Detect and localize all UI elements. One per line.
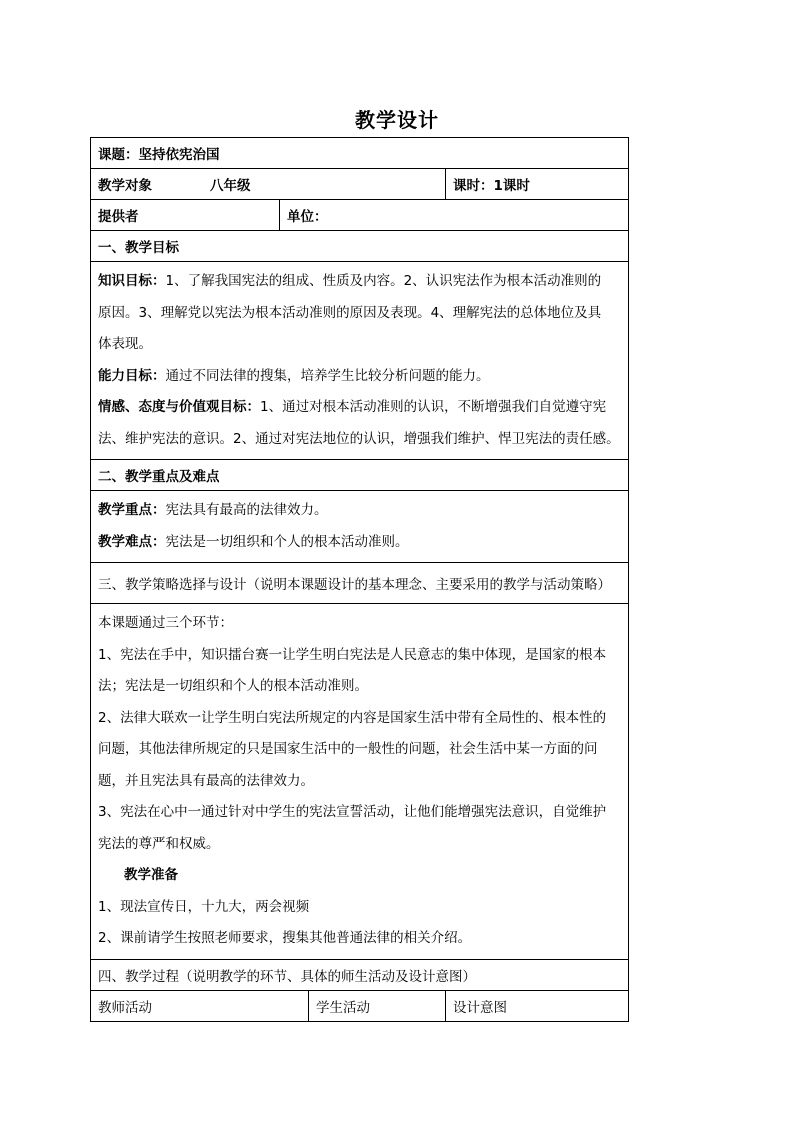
audience-value: 八年级: [210, 178, 251, 194]
keypoints-heading: 二、教学重点及难点: [91, 460, 629, 491]
process-columns-row: [91, 990, 629, 1021]
prep-line: 1、现法宣传日，十九大，两会视频: [98, 898, 310, 915]
keypoints-heading-row: [91, 460, 629, 491]
audience-row: [91, 169, 629, 200]
key-label: 教学重点：: [98, 502, 166, 518]
lesson-plan-table: [90, 137, 629, 1022]
strategy-line: 法；宪法是一切组织和个人的根本活动准则。: [98, 678, 368, 694]
difficult-text: 宪法是一切组织和个人的根本活动准则。: [165, 533, 409, 550]
process-heading-row: [91, 959, 629, 990]
col-student: 学生活动: [309, 990, 446, 1021]
knowledge-line: 原因。3、理解党以宪法为根本活动准则的原因及表现。4、理解宪法的总体地位及具: [98, 304, 602, 321]
strategy-line: 3、宪法在心中一通过针对中学生的宪法宣誓活动，让他们能增强宪法意识，自觉维护: [98, 804, 607, 820]
provider-label: 提供者: [91, 200, 280, 231]
ability-label: 能力目标：: [98, 367, 166, 384]
col-teacher: 教师活动: [91, 990, 309, 1021]
topic-cell: 课题：坚持依宪治国: [91, 138, 629, 169]
emotion-label: 情感、态度与价值观目标：: [98, 399, 260, 415]
provider-row: [91, 200, 629, 231]
strategy-line: 题，并且宪法具有最高的法律效力。: [98, 772, 314, 789]
prep-heading: 教学准备: [124, 867, 178, 883]
hours-value: 课时：1课时: [453, 178, 530, 194]
strategy-line: 宪法的尊严和权威。: [98, 835, 220, 852]
knowledge-line: 体表现。: [98, 336, 152, 352]
page-title: 教学设计: [355, 108, 439, 132]
strategy-line: 2、法律大联欢一让学生明白宪法所规定的内容是国家生活中带有全局性的、根本性的: [98, 709, 607, 726]
ability-text: 通过不同法律的搜集，培养学生比较分析问题的能力。: [165, 367, 490, 384]
objectives-body-row: [91, 262, 629, 460]
strategy-body-row: [91, 604, 629, 960]
keypoints-body-row: [91, 491, 629, 563]
strategy-heading: 三、教学策略选择与设计（说明本课题设计的基本理念、主要采用的教学与活动策略）: [91, 563, 629, 604]
process-heading: 四、教学过程（说明教学的环节、具体的师生活动及设计意图）: [91, 959, 629, 990]
audience-label: 教学对象: [98, 178, 152, 194]
strategy-line: 本课题通过三个环节：: [98, 615, 233, 631]
key-text: 宪法具有最高的法律效力。: [165, 502, 328, 518]
strategy-heading-row: [91, 563, 629, 604]
strategy-line: 问题，其他法律所规定的只是国家生活中的一般性的问题，社会生活中某一方面的问: [98, 741, 598, 757]
keypoints-body: [91, 491, 629, 563]
col-intent: 设计意图: [446, 990, 629, 1021]
objectives-heading: 一、教学目标: [91, 231, 629, 262]
strategy-body: [91, 604, 629, 960]
emotion-line: 法、维护宪法的意识。2、通过对宪法地位的认识，增强我们维护、悍卫宪法的责任感。: [98, 430, 620, 447]
difficult-label: 教学难点：: [98, 533, 166, 550]
hours-cell: [446, 169, 629, 200]
objectives-body: [91, 262, 629, 460]
emotion-line: 1、通过对根本活动准则的认识，不断增强我们自觉遵守宪: [260, 399, 607, 415]
knowledge-line: 1、了解我国宪法的组成、性质及内容。2、认识宪法作为根本活动准则的: [165, 273, 602, 289]
objectives-heading-row: [91, 231, 629, 262]
knowledge-label: 知识目标：: [98, 273, 166, 289]
topic-row: [91, 138, 629, 169]
strategy-line: 1、宪法在手中，知识擂台赛一让学生明白宪法是人民意志的集中体现，是国家的根本: [98, 646, 607, 663]
prep-line: 2、课前请学生按照老师要求，搜集其他普通法律的相关介绍。: [98, 930, 472, 946]
audience-cell: [91, 169, 446, 200]
unit-label: 单位：: [280, 200, 629, 231]
